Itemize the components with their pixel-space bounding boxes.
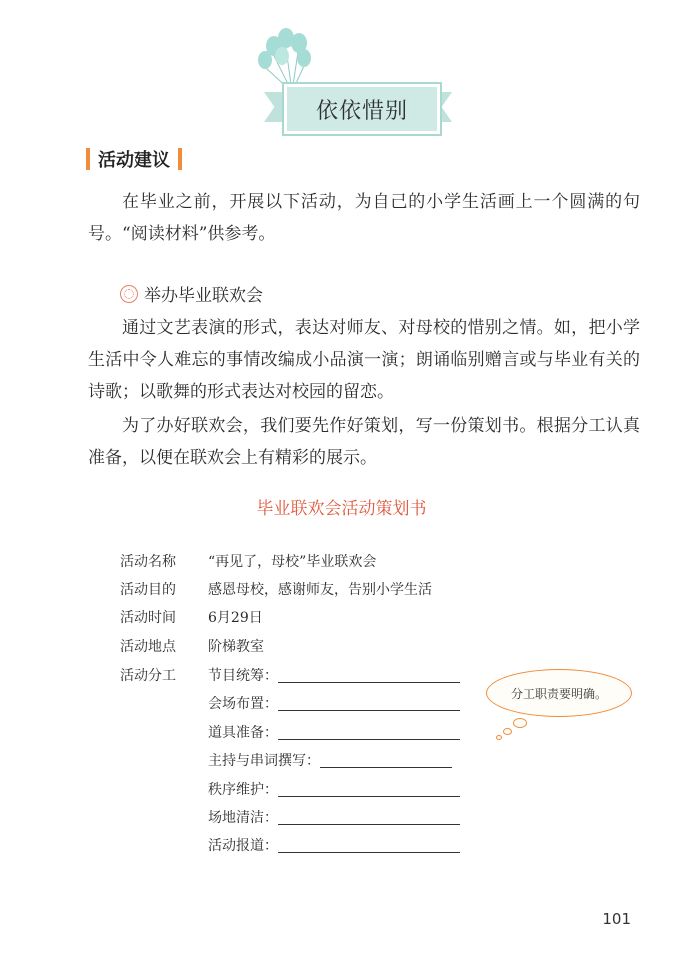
duty-blank-line[interactable]: [278, 682, 460, 683]
plan-row-value: 阶梯教室: [208, 639, 264, 655]
section-heading: [86, 146, 182, 172]
plan-row-place: [120, 636, 264, 656]
duty-venue: [208, 691, 460, 713]
plan-row-label: 活动目的: [120, 582, 176, 598]
plan-row-name: [120, 551, 376, 571]
heading-bar-left: [86, 148, 90, 170]
bubble-dot-large: [513, 718, 527, 728]
plan-row-label: 活动名称: [120, 554, 176, 570]
duty-report: [208, 833, 460, 855]
heading-bar-right: [178, 148, 182, 170]
duty-blank-line[interactable]: [278, 739, 460, 740]
plan-title: 毕业联欢会活动策划书: [256, 499, 427, 519]
title-banner: [238, 26, 448, 124]
duty-blank-line[interactable]: [278, 796, 460, 797]
duty-label: 活动报道：: [208, 838, 278, 854]
intro-paragraph: 在毕业之前，开展以下活动，为自己的小学生活画上一个圆满的句号。“阅读材料”供参考。: [88, 192, 640, 244]
plan-row-label: 活动分工: [120, 668, 176, 684]
duty-cleaning: [208, 805, 460, 827]
activity-title-text: 举办毕业联欢会: [144, 286, 263, 306]
duty-host: [208, 748, 452, 770]
section-heading-text: 活动建议: [98, 150, 170, 171]
plan-row-value: “再见了，母校”毕业联欢会: [208, 554, 377, 570]
bubble-dot-medium: [503, 728, 512, 735]
plan-row-value: 6月29日: [208, 610, 263, 626]
plan-row-division: [120, 665, 208, 685]
plan-row-time: [120, 607, 263, 627]
tip-bubble: [486, 669, 632, 717]
plan-row-value: 感恩母校，感谢师友，告别小学生活: [208, 582, 432, 598]
page-title: 依依惜别: [315, 98, 408, 124]
activity-paragraph-2: 为了办好联欢会，我们要先作好策划，写一份策划书。根据分工认真准备，以便在联欢会上有精彩的展示。: [88, 416, 640, 468]
activity-title: [120, 281, 263, 306]
duty-label: 主持与串词撰写：: [208, 753, 320, 769]
duty-blank-line[interactable]: [278, 710, 460, 711]
plan-row-label: 活动地点: [120, 639, 176, 655]
duty-label: 节目统筹：: [208, 668, 278, 684]
duty-blank-line[interactable]: [320, 767, 452, 768]
duty-label: 秩序维护：: [208, 782, 278, 798]
page-number: 101: [602, 910, 631, 928]
duty-label: 场地清洁：: [208, 810, 278, 826]
duty-label: 道具准备：: [208, 725, 278, 741]
duty-props: [208, 720, 460, 742]
duty-blank-line[interactable]: [278, 824, 460, 825]
duty-blank-line[interactable]: [278, 852, 460, 853]
plan-row-purpose: [120, 579, 432, 599]
bubble-dot-small: [496, 735, 502, 740]
duty-program: [208, 663, 460, 685]
plan-row-label: 活动时间: [120, 610, 176, 626]
tip-bubble-text: 分工职责要明确。: [510, 686, 607, 701]
seal-icon: [120, 285, 138, 303]
duty-order: [208, 777, 460, 799]
duty-label: 会场布置：: [208, 696, 278, 712]
activity-paragraph-1: 通过文艺表演的形式，表达对师友、对母校的惜别之情。如，把小学生活中令人难忘的事情改编成小品演一演；朗诵临别赠言或与毕业有关的诗歌；以歌舞的形式表达对校园的留恋。: [88, 318, 640, 402]
page-title-box: [284, 84, 440, 134]
